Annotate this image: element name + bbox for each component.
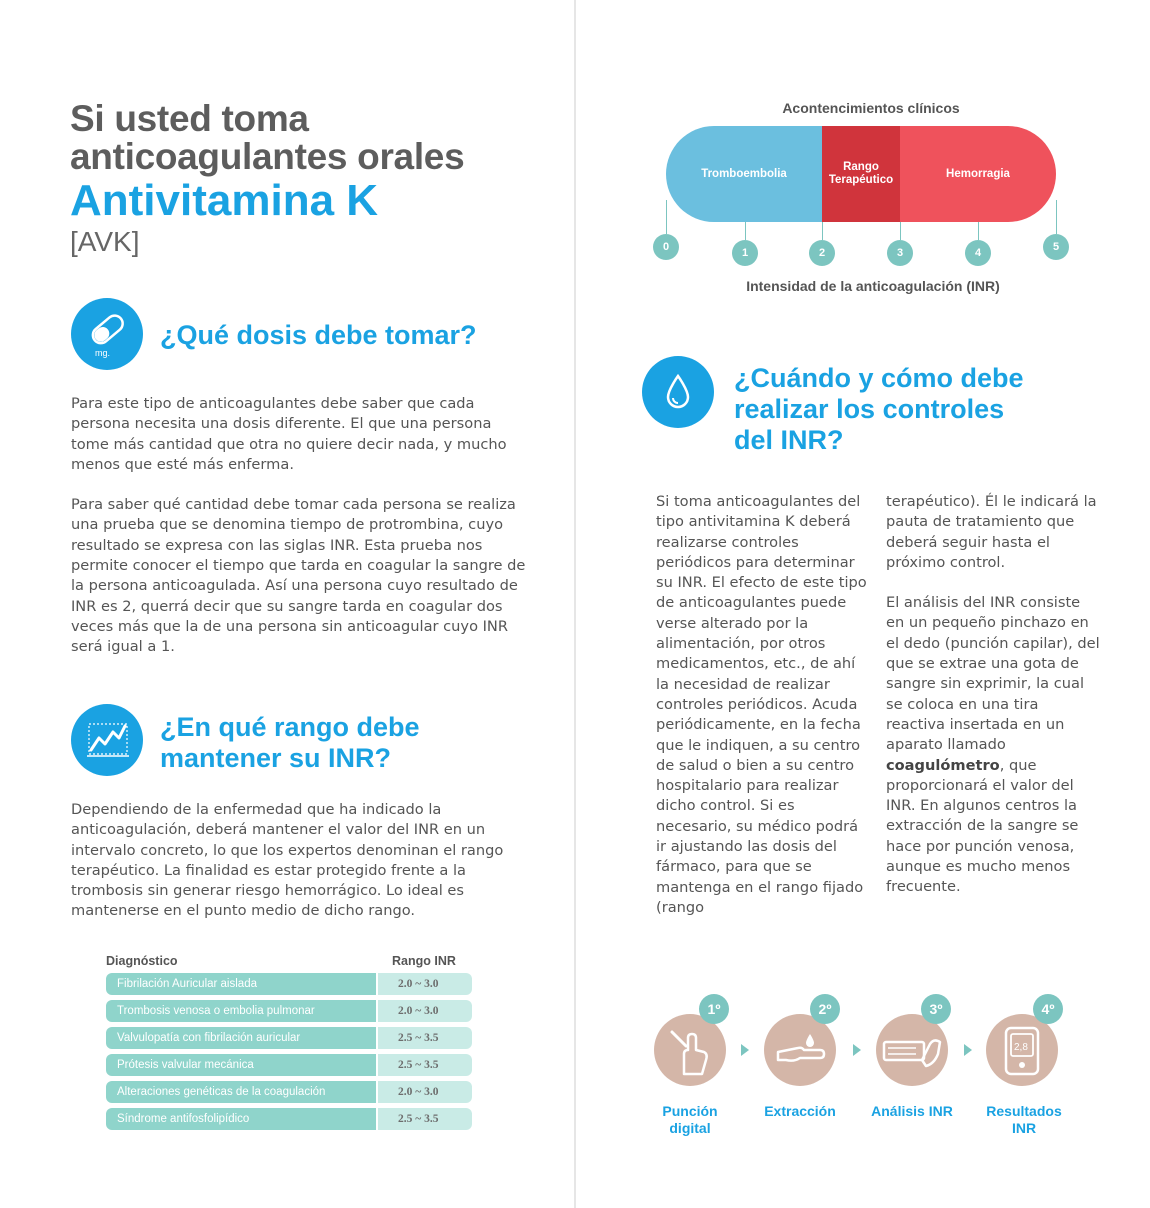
tick-line-4 xyxy=(978,222,979,240)
tick-3: 3 xyxy=(887,240,913,266)
step-arrow-1 xyxy=(741,1044,749,1056)
page-title-highlight: Antivitamina K xyxy=(70,176,379,225)
page-title: Si usted toma anticoagulantes orales xyxy=(70,98,465,177)
step-1-label: Punción digital xyxy=(662,1103,718,1136)
tick-5: 5 xyxy=(1043,234,1069,260)
inr-chart-title: Acontencimientos clínicos xyxy=(782,100,960,116)
step-arrow-3 xyxy=(964,1044,972,1056)
finger-prick-icon xyxy=(654,1014,726,1086)
table-cell-diagnosis: Prótesis valvular mecánica xyxy=(106,1054,376,1076)
table-cell-range: 2.5 ~ 3.5 xyxy=(376,1027,472,1049)
pill-icon-label: mg. xyxy=(95,348,111,358)
table-row xyxy=(106,1054,472,1076)
controls-col1-paragraph: Si toma anticoagulantes del tipo antivitamina K deberá realizarse controles periódicos para determinar su INR. El efecto de este tipo de anticoagulantes puede verse alterado por la alimentación, por otros medicamentos, etc., de ahí la necesidad de realizar controles periódicos. Acuda periódicamente, en la fecha que le indiquen, a su centro de salud o bien a su centro hospitalario para realizar dicho control. Si es necesario, su médico podrá ir ajustando las dosis del fármaco, para que se mantenga en el rango fijado (rango xyxy=(656,493,867,916)
range-heading: ¿En qué rango debe mantener su INR? xyxy=(160,712,420,773)
controls-column-1 xyxy=(656,492,870,938)
table-row xyxy=(106,1081,472,1103)
chart-icon xyxy=(71,704,143,776)
drop-icon xyxy=(642,356,714,428)
table-cell-range: 2.5 ~ 3.5 xyxy=(376,1054,472,1076)
controls-col2-paragraph-2: El análisis del INR consiste en un pequeño pinchazo en el dedo (punción capilar), del que se extrae una gota de sangre sin exprimir, la cual se coloca en una tira reactiva insertada en un aparato llamado coagulómetro, que proporcionará el valor del INR. En algunos centros la extracción de la sangre se hace por punción venosa, aunque es mucho menos frecuente. xyxy=(886,594,1100,896)
test-strip-icon xyxy=(876,1014,948,1086)
segment-hemorragia: Hemorragia xyxy=(900,126,1056,222)
page-divider xyxy=(574,0,576,1208)
inr-axis-label: Intensidad de la anticoagulación (INR) xyxy=(746,278,1000,294)
tick-4: 4 xyxy=(965,240,991,266)
tick-line-3 xyxy=(900,222,901,240)
table-row xyxy=(106,1108,472,1130)
table-header-range: Rango INR xyxy=(392,954,456,968)
table-cell-range: 2.0 ~ 3.0 xyxy=(376,1000,472,1022)
controls-col2-paragraph-1: terapéutico). Él le indicará la pauta de tratamiento que deberá seguir hasta el próximo control. xyxy=(886,493,1097,571)
dose-heading: ¿Qué dosis debe tomar? xyxy=(160,320,477,350)
tick-line-5 xyxy=(1056,200,1057,234)
table-cell-diagnosis: Valvulopatía con fibrilación auricular xyxy=(106,1027,376,1049)
step-arrow-2 xyxy=(853,1044,861,1056)
table-cell-diagnosis: Síndrome antifosfolipídico xyxy=(106,1108,376,1130)
dose-paragraph-2: Para saber qué cantidad debe tomar cada persona se realiza una prueba que se denomina tiempo de protrombina, cuyo resultado se expresa con las siglas INR. Esta prueba nos permite conocer el tiempo que tarda en coagular la sangre de la persona anticoagulada. Así una persona cuyo resultado de INR es 2, querrá decir que su sangre tarda en coagular dos veces más que la de una persona sin anticoagular cuyo INR será igual a 1. xyxy=(71,496,526,656)
table-cell-range: 2.0 ~ 3.0 xyxy=(376,1081,472,1103)
segment-rango-terapeutico: Rango Terapéutico xyxy=(822,126,900,222)
step-4-label: Resultados INR xyxy=(986,1103,1062,1136)
tick-line-2 xyxy=(822,222,823,240)
dose-paragraph-1: Para este tipo de anticoagulantes debe saber que cada persona necesita una dosis diferente. El que una persona tome más cantidad que otra no quiere decir nada, y mucho menos que esté más enferma. xyxy=(71,395,507,473)
table-row xyxy=(106,1027,472,1049)
dose-text xyxy=(71,394,527,678)
pill-icon xyxy=(71,298,143,370)
inr-bar xyxy=(666,126,1056,222)
table-header-diagnosis: Diagnóstico xyxy=(106,954,178,968)
table-cell-range: 2.0 ~ 3.0 xyxy=(376,973,472,995)
table-cell-diagnosis: Trombosis venosa o embolia pulmonar xyxy=(106,1000,376,1022)
tick-2: 2 xyxy=(809,240,835,266)
table-row xyxy=(106,973,472,995)
controls-column-2 xyxy=(886,492,1100,918)
table-cell-range: 2.5 ~ 3.5 xyxy=(376,1108,472,1130)
table-row xyxy=(106,1000,472,1022)
step-4-badge: 4º xyxy=(1033,994,1063,1024)
table-cell-diagnosis: Fibrilación Auricular aislada xyxy=(106,973,376,995)
table-cell-diagnosis: Alteraciones genéticas de la coagulación xyxy=(106,1081,376,1103)
page-title-abbr: [AVK] xyxy=(70,226,140,257)
coagulometer-screen-value: 2,8 xyxy=(1014,1042,1028,1053)
blood-drop-hand-icon xyxy=(764,1014,836,1086)
tick-0: 0 xyxy=(653,234,679,260)
controls-heading: ¿Cuándo y cómo debe realizar los controles del INR? xyxy=(734,363,1024,455)
step-3-badge: 3º xyxy=(921,994,951,1024)
tick-line-1 xyxy=(745,222,746,240)
tick-1: 1 xyxy=(732,240,758,266)
step-3-label: Análisis INR xyxy=(871,1103,953,1119)
step-2-label: Extracción xyxy=(764,1103,836,1119)
step-1-badge: 1º xyxy=(699,994,729,1024)
segment-tromboembolia: Tromboembolia xyxy=(666,126,822,222)
step-2-badge: 2º xyxy=(810,994,840,1024)
tick-line-0 xyxy=(666,200,667,234)
coagulometer-icon xyxy=(986,1014,1058,1086)
range-paragraph: Dependiendo de la enfermedad que ha indicado la anticoagulación, deberá mantener el valor del INR en un intervalo concreto, lo que los expertos denominan el rango terapéutico. La finalidad es estar protegido frente a la trombosis sin generar riesgo hemorrágico. Lo ideal es mantenerse en el punto medio de dicho rango. xyxy=(71,801,504,920)
